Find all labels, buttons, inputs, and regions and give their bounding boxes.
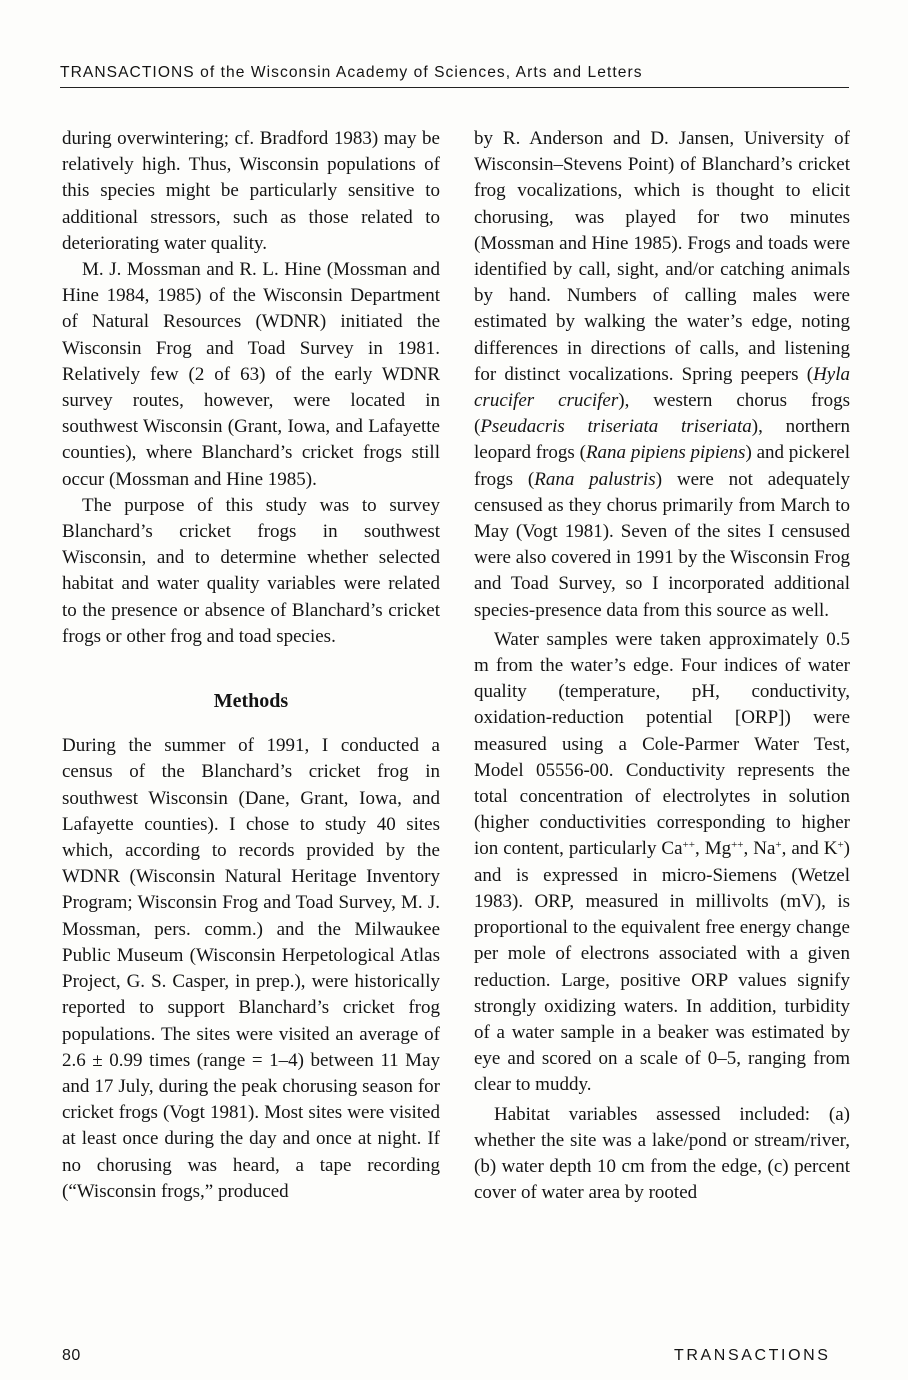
right-p1-text-a: by R. Anderson and D. Jansen, University of Wisconsin–Stevens Point) of Blanchard’s cricket frog vocalizations, which is thought to elicit chorusing, was played for two minutes (Mossman and Hine 1985). Frogs and toads were identified by call, sight, and/or catching animals by hand. Numbers of calling males were estimated by walking the water’s edge, noting differences in directions of calls, and listening for distinct vocalizations. Spring peepers ( bbox=[474, 128, 850, 385]
left-paragraph-1: during overwintering; cf. Bradford 1983) may be relatively high. Thus, Wisconsin populations of this species might be particularly sensitive to additional stressors, such as those related to deteriorating water quality. bbox=[62, 128, 440, 254]
footer-journal-name: TRANSACTIONS bbox=[674, 1347, 831, 1364]
right-paragraph-1 bbox=[474, 126, 850, 624]
species-hyla: Hyla crucifer crucifer bbox=[474, 363, 850, 412]
left-paragraph-3: The purpose of this study was to survey Blanchard’s cricket frogs in southwest Wisconsin, and to determine whether selected habitat and water quality variables were related to the presence or absence of Blanchard’s cricket frogs or other frog and toad species. bbox=[62, 494, 440, 647]
right-p2-text-d: , and K bbox=[781, 838, 838, 860]
right-p1-text-e: ) were not adequately censused as they chorus primarily from March to May (Vogt 1981). Seven of the sites I censused were also covered in 1991 by the Wisconsin Frog and Toad Survey, so I incorporated additional species-presence data from this source as well. bbox=[474, 468, 851, 621]
species-rana-palustris: Rana palustris bbox=[534, 468, 656, 490]
species-pseudacris: Pseudacris triseriata triseriata bbox=[480, 416, 752, 438]
ion-ca-charge: ++ bbox=[682, 839, 695, 852]
species-rana-pipiens: Rana pipiens pipiens bbox=[585, 442, 746, 464]
right-p2-text-e: ) and is expressed in micro-Siemens (Wetzel 1983). ORP, measured in millivolts (mV), is proportional to the equivalent free energy change per mole of electrons associated with a given reduction. Large, positive ORP values signify strongly oxidizing waters. In addition, turbidity of a water sample in a beaker was estimated by eye and scored on a scale of 0–5, ranging from clear to muddy. bbox=[474, 838, 850, 1096]
right-p2-text-a: Water samples were taken approximately 0.5 m from the water’s edge. Four indices of water quality (temperature, pH, conductivity, oxidation-reduction potential [ORP]) were measured using a Cole-Parmer Water Test, Model 05556-00. Conductivity represents the total concentration of electrolytes in solution (higher conductivities corresponding to higher ion content, particularly Ca bbox=[474, 628, 850, 860]
header-rule bbox=[60, 87, 849, 88]
right-p1-text-b: ), western chorus frogs ( bbox=[474, 390, 850, 438]
right-p2-text-c: , Na bbox=[743, 838, 776, 860]
right-paragraph-3: Habitat variables assessed included: (a) whether the site was a lake/pond or stream/river, (b) water depth 10 cm from the edge, (c) percent cover of water area by rooted bbox=[474, 1103, 850, 1204]
right-p1-text-c: ), northern leopard frogs ( bbox=[474, 416, 850, 464]
ion-mg-charge: ++ bbox=[731, 839, 744, 852]
running-header: TRANSACTIONS of the Wisconsin Academy of Sciences, Arts and Letters bbox=[60, 64, 643, 81]
left-paragraph-4: During the summer of 1991, I conducted a census of the Blanchard’s cricket frog in southwest Wisconsin (Dane, Grant, Iowa, and Lafayette counties). I chose to study 40 sites which, according to records provided by the WDNR (Wisconsin Natural Heritage Inventory Program; Wisconsin Frog and Toad Survey, M. J. Mossman, pers. comm.) and the Milwaukee Public Museum (Wisconsin Herpetological Atlas Project, G. S. Casper, in prep.), were historically reported to support Blanchard’s cricket frog populations. The sites were visited an average of 2.6 ± 0.99 times (range = 1–4) between 11 May and 17 July, during the peak chorusing season for cricket frogs (Vogt 1981). Most sites were visited at least once during the day and once at night. If no chorusing was heard, a tape recording (“Wisconsin frogs,” produced bbox=[62, 735, 440, 1202]
ion-na-charge: + bbox=[775, 839, 782, 852]
right-paragraph-2 bbox=[474, 627, 850, 1099]
right-p2-text-b: , Mg bbox=[694, 838, 732, 860]
left-paragraph-2: M. J. Mossman and R. L. Hine (Mossman and Hine 1984, 1985) of the Wisconsin Department of Natural Resources (WDNR) initiated the Wisconsin Frog and Toad Survey in 1981. Relatively few (2 of 63) of the early WDNR survey routes, however, were located in southwest Wisconsin (Grant, Iowa, and Lafayette counties), where Blanchard’s cricket frogs still occur (Mossman and Hine 1985). bbox=[62, 259, 440, 490]
right-p1-text-d: ) and pickerel frogs ( bbox=[474, 442, 850, 490]
page-number: 80 bbox=[62, 1347, 81, 1364]
left-column bbox=[62, 126, 440, 1205]
ion-k-charge: + bbox=[837, 839, 844, 852]
right-column bbox=[474, 126, 850, 1206]
methods-heading: Methods bbox=[213, 690, 289, 713]
